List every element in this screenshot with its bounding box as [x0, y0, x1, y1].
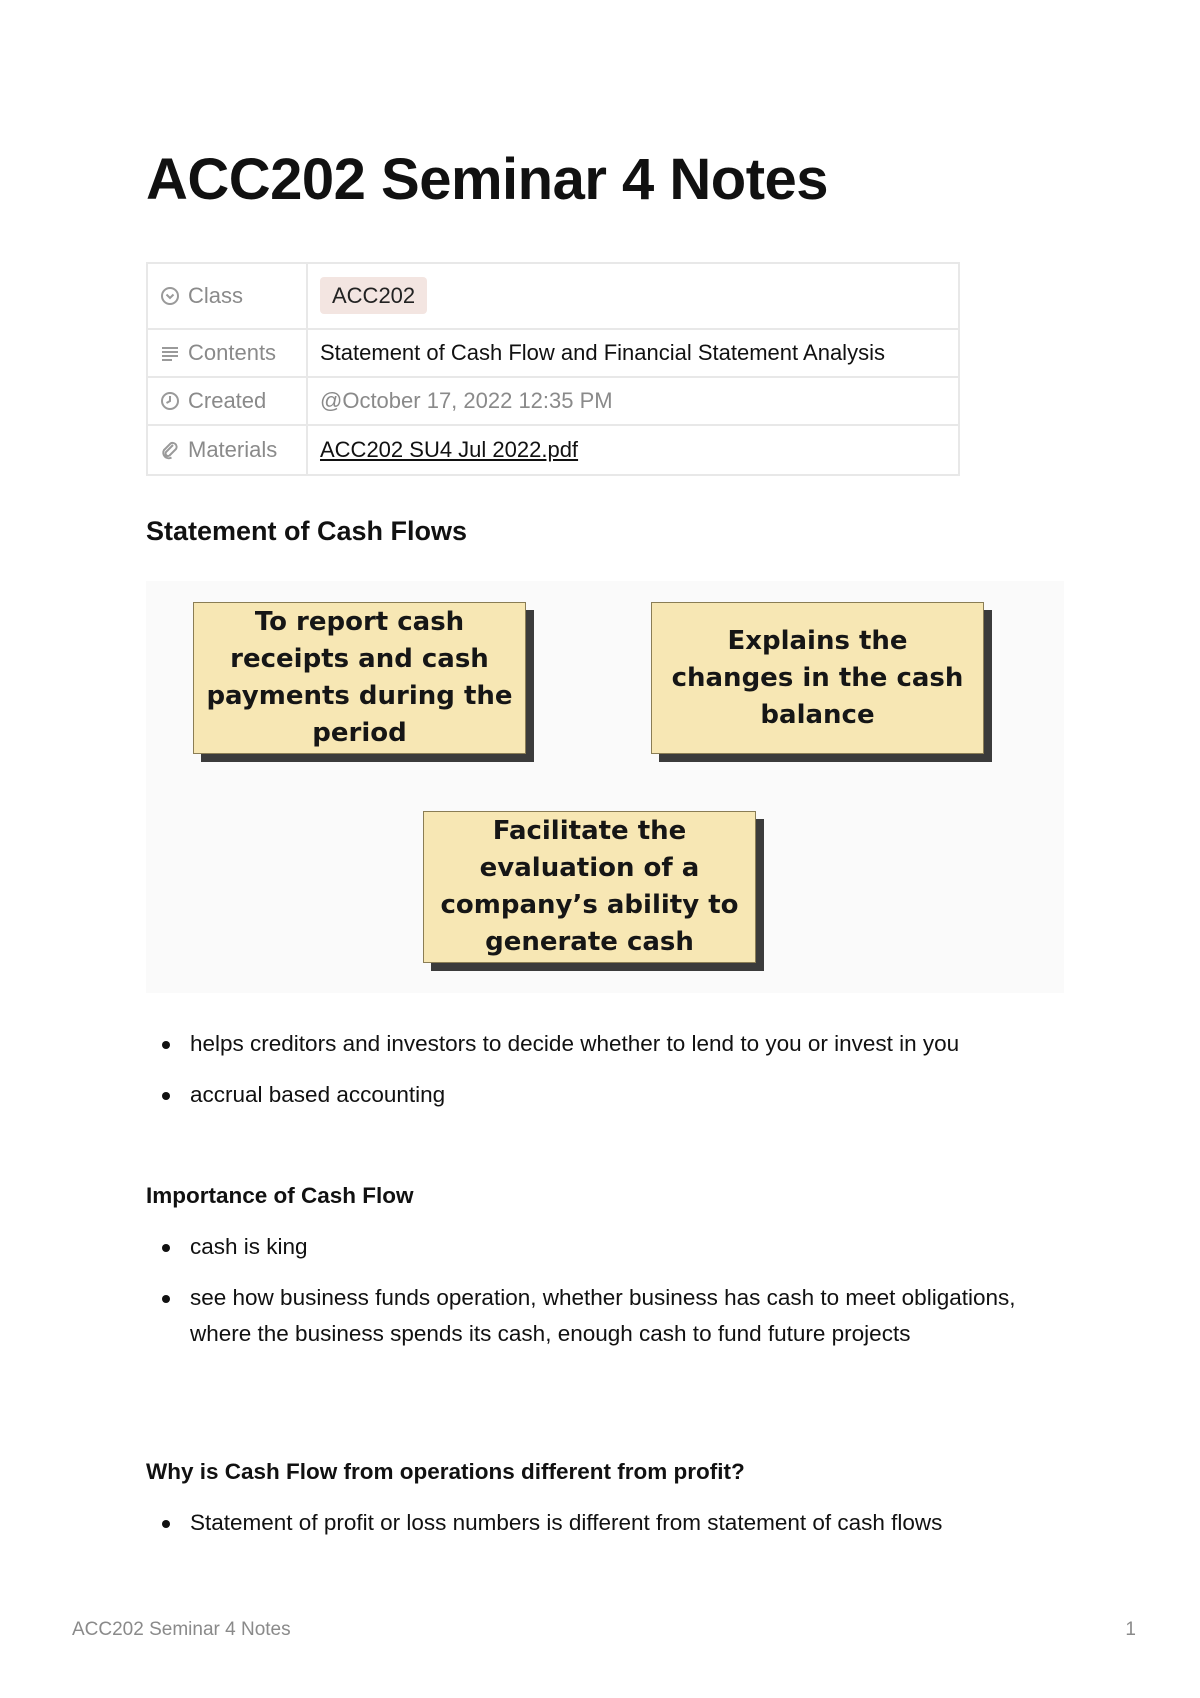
- list-item: Statement of profit or loss numbers is different from statement of cash flows: [146, 1505, 1046, 1541]
- list-item: see how business funds operation, whether business has cash to meet obligations, where the business spends its cash, enough cash to fund future projects: [146, 1280, 1026, 1352]
- materials-file-link[interactable]: ACC202 SU4 Jul 2022.pdf: [320, 437, 579, 462]
- property-key: Contents: [188, 340, 277, 365]
- bullet-dot-icon: [162, 1244, 170, 1252]
- cash-flows-bullet-list: [146, 1026, 1046, 1128]
- importance-bullet-list: [146, 1229, 1026, 1367]
- contents-value: Statement of Cash Flow and Financial Statement Analysis: [307, 329, 959, 377]
- section-heading-importance: Importance of Cash Flow: [146, 1183, 414, 1208]
- property-key: Created: [188, 388, 267, 413]
- text-lines-icon: [160, 343, 180, 363]
- paperclip-icon: [160, 440, 180, 460]
- property-row-materials: [147, 425, 959, 475]
- property-key: Materials: [188, 437, 278, 462]
- select-circle-icon: [160, 286, 180, 306]
- diagram-box-explains-changes: Explains the changes in the cash balance: [651, 602, 984, 754]
- footer-doc-title: ACC202 Seminar 4 Notes: [72, 1619, 291, 1640]
- class-tag[interactable]: ACC202: [320, 277, 427, 314]
- section-heading-why-different: Why is Cash Flow from operations different from profit?: [146, 1459, 745, 1484]
- cash-flow-purpose-diagram: [146, 581, 1064, 993]
- section-heading-cash-flows: Statement of Cash Flows: [146, 516, 468, 546]
- properties-table: [146, 262, 960, 476]
- property-row-created: [147, 377, 959, 425]
- diagram-box-report-cash: To report cash receipts and cash payments during the period: [193, 602, 526, 754]
- why-different-bullet-list: [146, 1505, 1046, 1556]
- created-date: @October 17, 2022 12:35 PM: [320, 388, 613, 413]
- property-row-class: [147, 263, 959, 329]
- bullet-dot-icon: [162, 1092, 170, 1100]
- list-item: accrual based accounting: [146, 1077, 1046, 1113]
- footer-page-number: 1: [1125, 1619, 1136, 1640]
- clock-icon: [160, 391, 180, 411]
- list-item: cash is king: [146, 1229, 1026, 1265]
- bullet-dot-icon: [162, 1520, 170, 1528]
- bullet-dot-icon: [162, 1041, 170, 1049]
- page-title: ACC202 Seminar 4 Notes: [146, 147, 829, 212]
- list-item: helps creditors and investors to decide whether to lend to you or invest in you: [146, 1026, 1046, 1062]
- property-key: Class: [188, 283, 244, 308]
- property-row-contents: [147, 329, 959, 377]
- bullet-dot-icon: [162, 1295, 170, 1303]
- diagram-box-facilitate-evaluation: Facilitate the evaluation of a company’s ability to generate cash: [423, 811, 756, 963]
